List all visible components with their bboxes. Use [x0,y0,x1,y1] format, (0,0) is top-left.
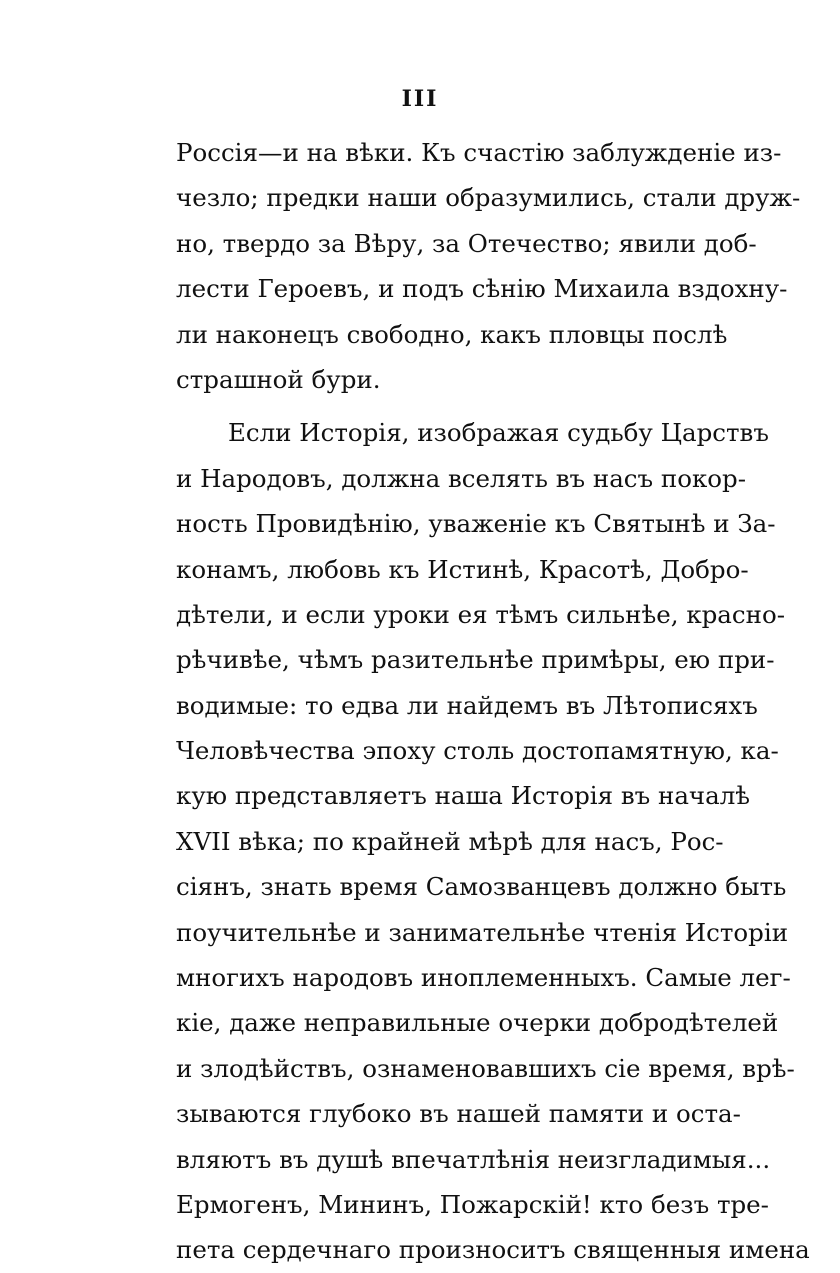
text-line: многихъ народовъ иноплеменныхъ. Самые лег- [176,963,791,993]
text-line: поучительнѣе и занимательнѣе чтенія Исторіи [176,917,789,947]
paragraph-2 [176,410,810,1272]
text-line: кую представляетъ наша Исторія въ началѣ [176,781,751,811]
paragraph-gap [176,402,700,410]
text-line: но, твердо за Вѣру, за Отечество; явили доб- [176,228,757,258]
text-line: рѣчивѣе, чѣмъ разительнѣе примѣры, ею при- [176,645,775,675]
text-line: сіянъ, знать время Самозванцевъ должно быть [176,872,787,902]
text-line: Ермогенъ, Мининъ, Пожарскій! кто безъ тре- [176,1189,769,1219]
paragraph-1 [176,130,801,402]
text-line: страшной бури. [176,364,381,394]
text-line: ли наконецъ свободно, какъ пловцы послѣ [176,319,728,349]
text-line: и Народовъ, должна вселять въ насъ покор- [176,463,746,493]
text-line: водимые: то едва ли найдемъ въ Лѣтописяхъ [176,690,758,720]
text-line: чезло; предки наши образумились, стали друж- [176,183,801,213]
text-line: Человѣчества эпоху столь достопамятную, ка- [176,736,779,766]
text-line: вляютъ въ душѣ впечатлѣнія неизгладимыя... [176,1144,771,1174]
text-line: Если Исторія, изображая судьбу Царствъ [228,418,769,448]
text-line: конамъ, любовь къ Истинѣ, Красотѣ, Добро- [176,554,749,584]
text-line: дѣтели, и если уроки ея тѣмъ сильнѣе, красно- [176,599,785,629]
text-line: и злодѣйствъ, ознаменовавшихъ сіе время, врѣ- [176,1053,795,1083]
text-line: кіе, даже неправильные очерки добродѣтелей [176,1008,779,1038]
text-line: зываются глубоко въ нашей памяти и оста- [176,1099,741,1129]
body-text [176,130,810,1273]
page-number: III [401,86,439,112]
text-line: Россія—и на вѣки. Къ счастію заблужденіе из- [176,138,782,167]
text-line: XVII вѣка; по крайней мѣрѣ для насъ, Рос- [176,826,724,856]
text-line: лести Героевъ, и подъ сѣнію Михаила вздохну- [176,274,788,304]
text-line: ность Провидѣнію, уваженіе къ Святынѣ и За- [176,509,776,539]
text-line: пета сердечнаго произноситъ священныя имена [176,1235,810,1265]
